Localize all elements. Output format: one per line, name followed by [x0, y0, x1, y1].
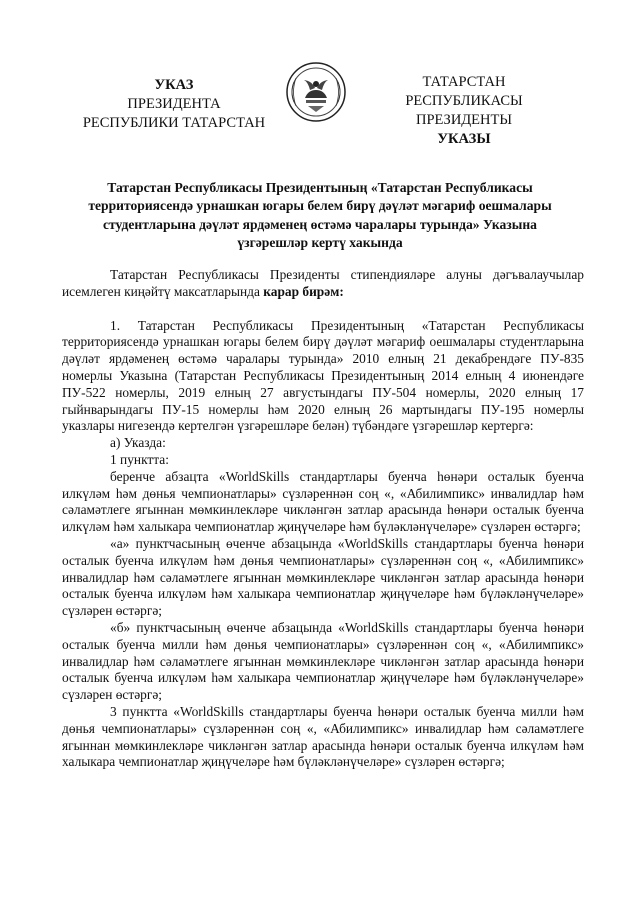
document-title: Татарстан Республикасы Президентының «Татарстан Республикасы территориясендә урнашкан югары белем бирү дәүләт мәгариф оешмалары студентларына дәүләт ярдәменең өстәмә чаралары турында» Указына үзгәрешләр кертү хакында: [88, 180, 552, 251]
paragraph-1: 1. Татарстан Республикасы Президентының «Татарстан Республикасы территориясендә урнашкан югары белем бирү дәүләт мәгариф оешмалары студентларына дәүләт ярдәменең өстәмә чаралары турында» 2010 елның 21 декабрендәге ПУ-835 номерлы Указына (Татарстан Республикасы Президентының 2014 елның 4 июнендәге ПУ-522 номерлы, 2019 елның 27 августындагы ПУ-504 номерлы, 2020 елның 17 гыйнварындагы ПУ-15 номерлы һәм 2020 елның 26 мартындагы ПУ-195 номерлы указлары нигезендә кертелгән үзгәрешләре белән) түбәндәге үзгәрешләр кертергә:: [62, 317, 584, 434]
paragraph-5: «а» пунктчасының өченче абзацында «WorldSkills стандартлары буенча һөнәри осталык буенча илкүләм һәм дөнья чемпионатлары» сүзләреннән соң «, «Абилимпикс» инвалидлар һәм сәламәтлеге ягыннан мөмкинлекләре чикләнгән затлар арасында һөнәри осталык буенча илкүләм һәм халыкара чемпионатлар җиңүчеләре һәм бүләкләнүчеләре» сүзләрен өстәргә;: [62, 535, 584, 619]
paragraph-4: беренче абзацта «WorldSkills стандартлары буенча һөнәри осталык буенча илкүләм һәм дөнья чемпионатлары» сүзләреннән соң «, «Абилимпикс» инвалидлар һәм сәламәтлеге ягыннан мөмкинлекләре чикләнгән затлар арасында һөнәри осталык буенча илкүләм һәм халыкара чемпионатлар җиңүчеләре һәм бүләкләнүчеләре» сүзләрен өстәргә;: [62, 468, 584, 535]
header-right-line-3: УКАЗЫ: [437, 131, 491, 147]
header-right-block: [364, 73, 564, 149]
document-header: [0, 58, 640, 147]
document-body: [62, 267, 584, 771]
intro-text: Татарстан Республикасы Президенты стипендиялəре алуны дəгъвалаучылар исемлеген киңəйтү максатларында: [62, 267, 584, 299]
paragraph-2: а) Указда:: [110, 435, 166, 451]
header-left-block: [72, 76, 276, 133]
header-left-line-1: УКАЗ: [154, 77, 194, 93]
intro-colon: :: [339, 283, 344, 299]
header-right-line-2: ПРЕЗИДЕНТЫ: [415, 112, 513, 128]
coat-of-arms-emblem: [284, 60, 348, 124]
header-right-line-1: ТАТАРСТАН РЕСПУБЛИКАСЫ: [405, 74, 523, 109]
intro-paragraph: [62, 267, 584, 301]
paragraph-7: 3 пунктта «WorldSkills стандартлары буенча һөнәри осталык буенча милли һәм дөнья чемпионатлары» сүзләреннән соң «, «Абилимпикс» инвалидлар һәм сәламәтлеге ягыннан мөмкинлекләре чикләнгән затлар арасында һөнәри осталык буенча илкүләм һәм халыкара чемпионатлар җиңүчеләре һәм бүләкләнүчеләре» сүзләрен өстәргә;: [62, 703, 584, 770]
header-left-line-2: ПРЕЗИДЕНТА: [127, 96, 221, 112]
header-left-line-3: РЕСПУБЛИКИ ТАТАРСТАН: [82, 115, 266, 131]
paragraph-3: 1 пунктта:: [110, 451, 169, 467]
intro-decree-phrase: карар бирəм: [263, 283, 340, 299]
paragraph-6: «б» пунктчасының өченче абзацында «WorldSkills стандартлары буенча һөнәри осталык буенча милли һәм дөнья чемпионатлары» сүзләреннән соң «, «Абилимпикс» инвалидлар һәм сәламәтлеге ягыннан мөмкинлекләре чикләнгән затлар арасында һөнәри осталык буенча илкүләм һәм халыкара чемпионатлар җиңүчеләре һәм бүләкләнүчеләре» сүзләрен өстәргә;: [62, 619, 584, 703]
